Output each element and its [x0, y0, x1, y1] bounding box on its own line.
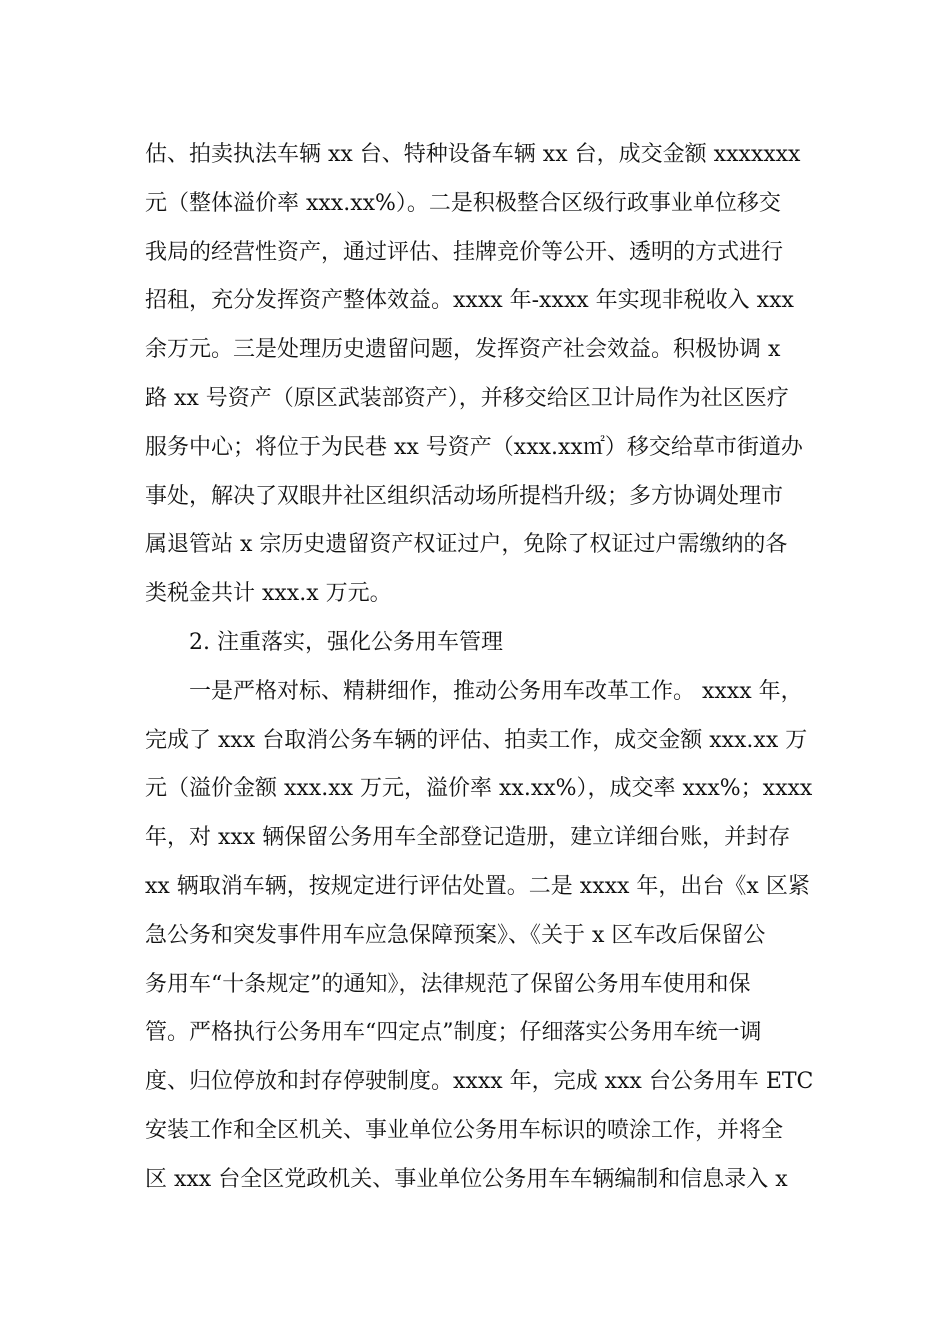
- paragraph-first-line: 一是严格对标、精耕细作，推动公务用车改革工作。 xxxx 年，: [189, 678, 803, 704]
- text-line: 年，对 xxx 辆保留公务用车全部登记造册，建立详细台账，并封存: [145, 825, 791, 851]
- text-line: 元（溢价金额 xxx.xx 万元，溢价率 xx.xx%），成交率 xxx%；xxxx: [145, 776, 813, 802]
- text-line: xx 辆取消车辆，按规定进行评估处置。二是 xxxx 年，出台《x 区紧: [145, 873, 810, 899]
- text-line: 估、拍卖执法车辆 xx 台、特种设备车辆 xx 台，成交金额 xxxxxxx: [145, 142, 801, 167]
- text-line: 路 xx 号资产（原区武装部资产），并移交给区卫计局作为社区医疗: [145, 385, 789, 411]
- text-line: 属退管站 x 宗历史遗留资产权证过户，免除了权证过户需缴纳的各: [145, 532, 788, 558]
- text-line: 类税金共计 xxx.x 万元。: [145, 581, 392, 607]
- text-line: 事处，解决了双眼井社区组织活动场所提档升级；多方协调处理市: [145, 483, 784, 509]
- text-line: 务用车“十条规定”的通知》，法律规范了保留公务用车使用和保: [145, 971, 751, 997]
- text-line: 区 xxx 台全区党政机关、事业单位公务用车车辆编制和信息录入 x: [145, 1166, 788, 1192]
- text-line: 招租，充分发挥资产整体效益。xxxx 年-xxxx 年实现非税收入 xxx: [145, 288, 794, 314]
- text-line: 余万元。三是处理历史遗留问题，发挥资产社会效益。积极协调 x: [145, 337, 781, 363]
- text-line: 急公务和突发事件用车应急保障预案》、《关于 x 区车改后保留公: [145, 922, 766, 948]
- text-line: 安装工作和全区机关、事业单位公务用车标识的喷涂工作，并将全: [145, 1117, 784, 1143]
- text-line: 度、归位停放和封存停驶制度。xxxx 年，完成 xxx 台公务用车 ETC: [145, 1069, 814, 1095]
- text-line: 管。严格执行公务用车“四定点”制度；仔细落实公务用车统一调: [145, 1020, 762, 1046]
- text-line: 我局的经营性资产，通过评估、挂牌竞价等公开、透明的方式进行: [145, 239, 784, 265]
- text-line: 服务中心；将位于为民巷 xx 号资产（xxx.xx㎡）移交给草市街道办: [145, 434, 803, 460]
- text-line: 完成了 xxx 台取消公务车辆的评估、拍卖工作，成交金额 xxx.xx 万: [145, 727, 808, 753]
- body-text: [145, 131, 825, 1205]
- text-line: 元（整体溢价率 xxx.xx%）。二是积极整合区级行政事业单位移交: [145, 190, 781, 216]
- section-heading: 2. 注重落实，强化公务用车管理: [189, 629, 503, 655]
